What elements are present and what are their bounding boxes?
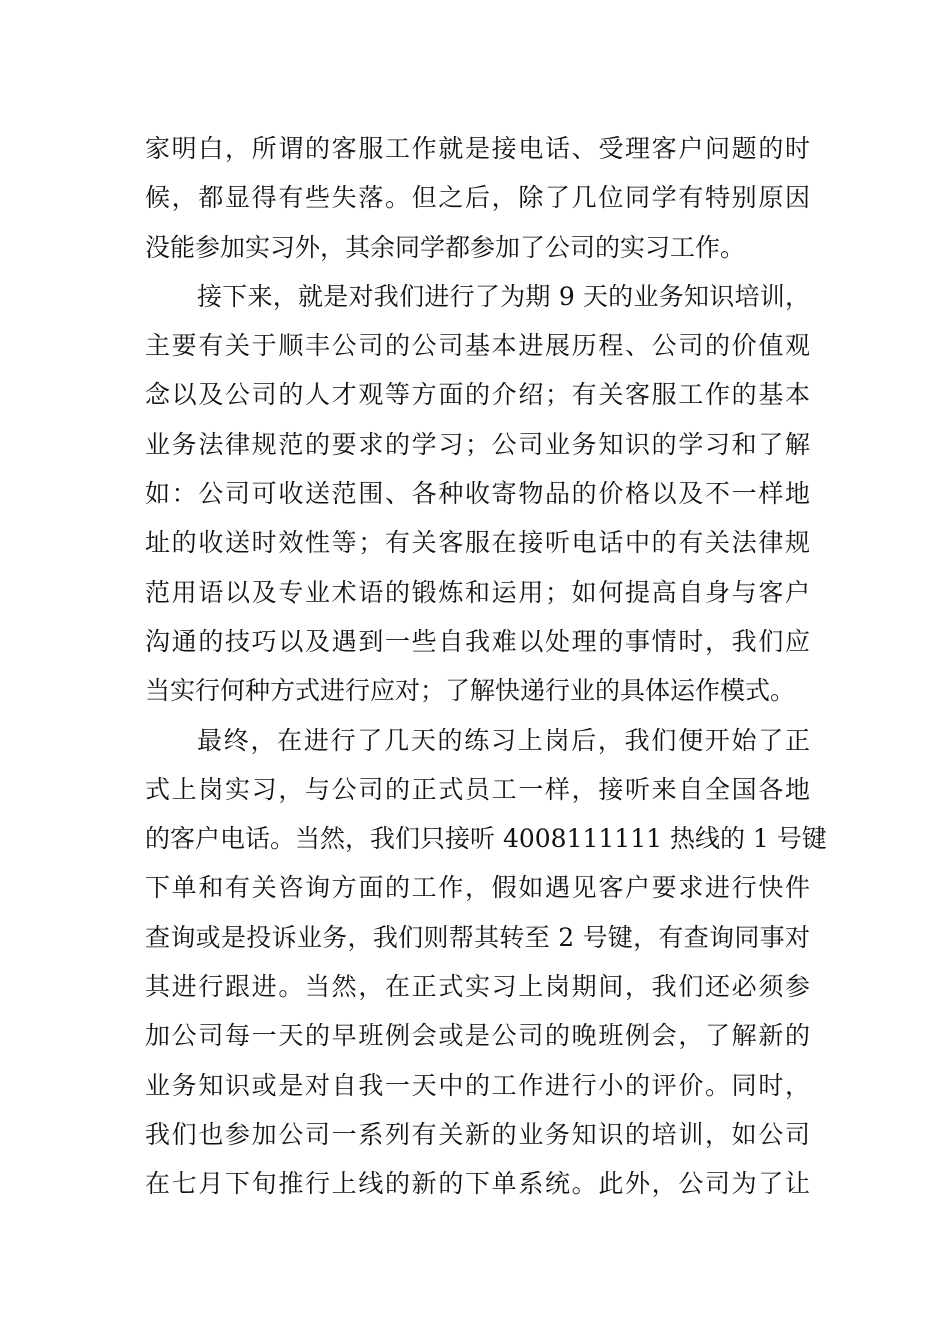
- text-line: 的客户电话。当然，我们只接听 4008111111 热线的 1 号键: [145, 824, 827, 854]
- text-line: 下单和有关咨询方面的工作，假如遇见客户要求进行快件: [145, 873, 810, 903]
- text-line: 其进行跟进。当然，在正式实习上岗期间，我们还必须参: [145, 972, 810, 1002]
- text-line: 如：公司可收送范围、各种收寄物品的价格以及不一样地: [145, 479, 810, 509]
- text-line: 家明白，所谓的客服工作就是接电话、受理客户问题的时: [145, 134, 810, 163]
- text-line: 在七月下旬推行上线的新的下单系统。此外，公司为了让: [145, 1169, 810, 1199]
- text-line: 范用语以及专业术语的锻炼和运用；如何提高自身与客户: [145, 577, 810, 607]
- text-line: 沟通的技巧以及遇到一些自我难以处理的事情时，我们应: [145, 626, 810, 656]
- text-line: 当实行何种方式进行应对；了解快递行业的具体运作模式。: [145, 676, 796, 706]
- text-line: 主要有关于顺丰公司的公司基本进展历程、公司的价值观: [145, 331, 810, 361]
- text-line: 查询或是投诉业务，我们则帮其转至 2 号键，有查询同事对: [145, 922, 810, 952]
- text-line: 业务知识或是对自我一天中的工作进行小的评价。同时，: [145, 1070, 810, 1100]
- text-line: 址的收送时效性等；有关客服在接听电话中的有关法律规: [145, 528, 810, 558]
- text-line: 念以及公司的人才观等方面的介绍；有关客服工作的基本: [145, 380, 810, 410]
- text-line: 加公司每一天的早班例会或是公司的晚班例会，了解新的: [145, 1021, 810, 1051]
- text-line: 没能参加实习外，其余同学都参加了公司的实习工作。: [145, 232, 746, 262]
- paragraph-first-line: 最终，在进行了几天的练习上岗后，我们便开始了正: [197, 725, 810, 755]
- text-line: 我们也参加公司一系列有关新的业务知识的培训，如公司: [145, 1119, 810, 1149]
- text-line: 式上岗实习，与公司的正式员工一样，接听来自全国各地: [145, 774, 810, 804]
- text-line: 业务法律规范的要求的学习；公司业务知识的学习和了解: [145, 429, 810, 459]
- text-line: 候，都显得有些失落。但之后，除了几位同学有特别原因: [145, 183, 810, 213]
- paragraph-first-line: 接下来，就是对我们进行了为期 9 天的业务知识培训，: [197, 281, 810, 311]
- document-body: [145, 124, 827, 1209]
